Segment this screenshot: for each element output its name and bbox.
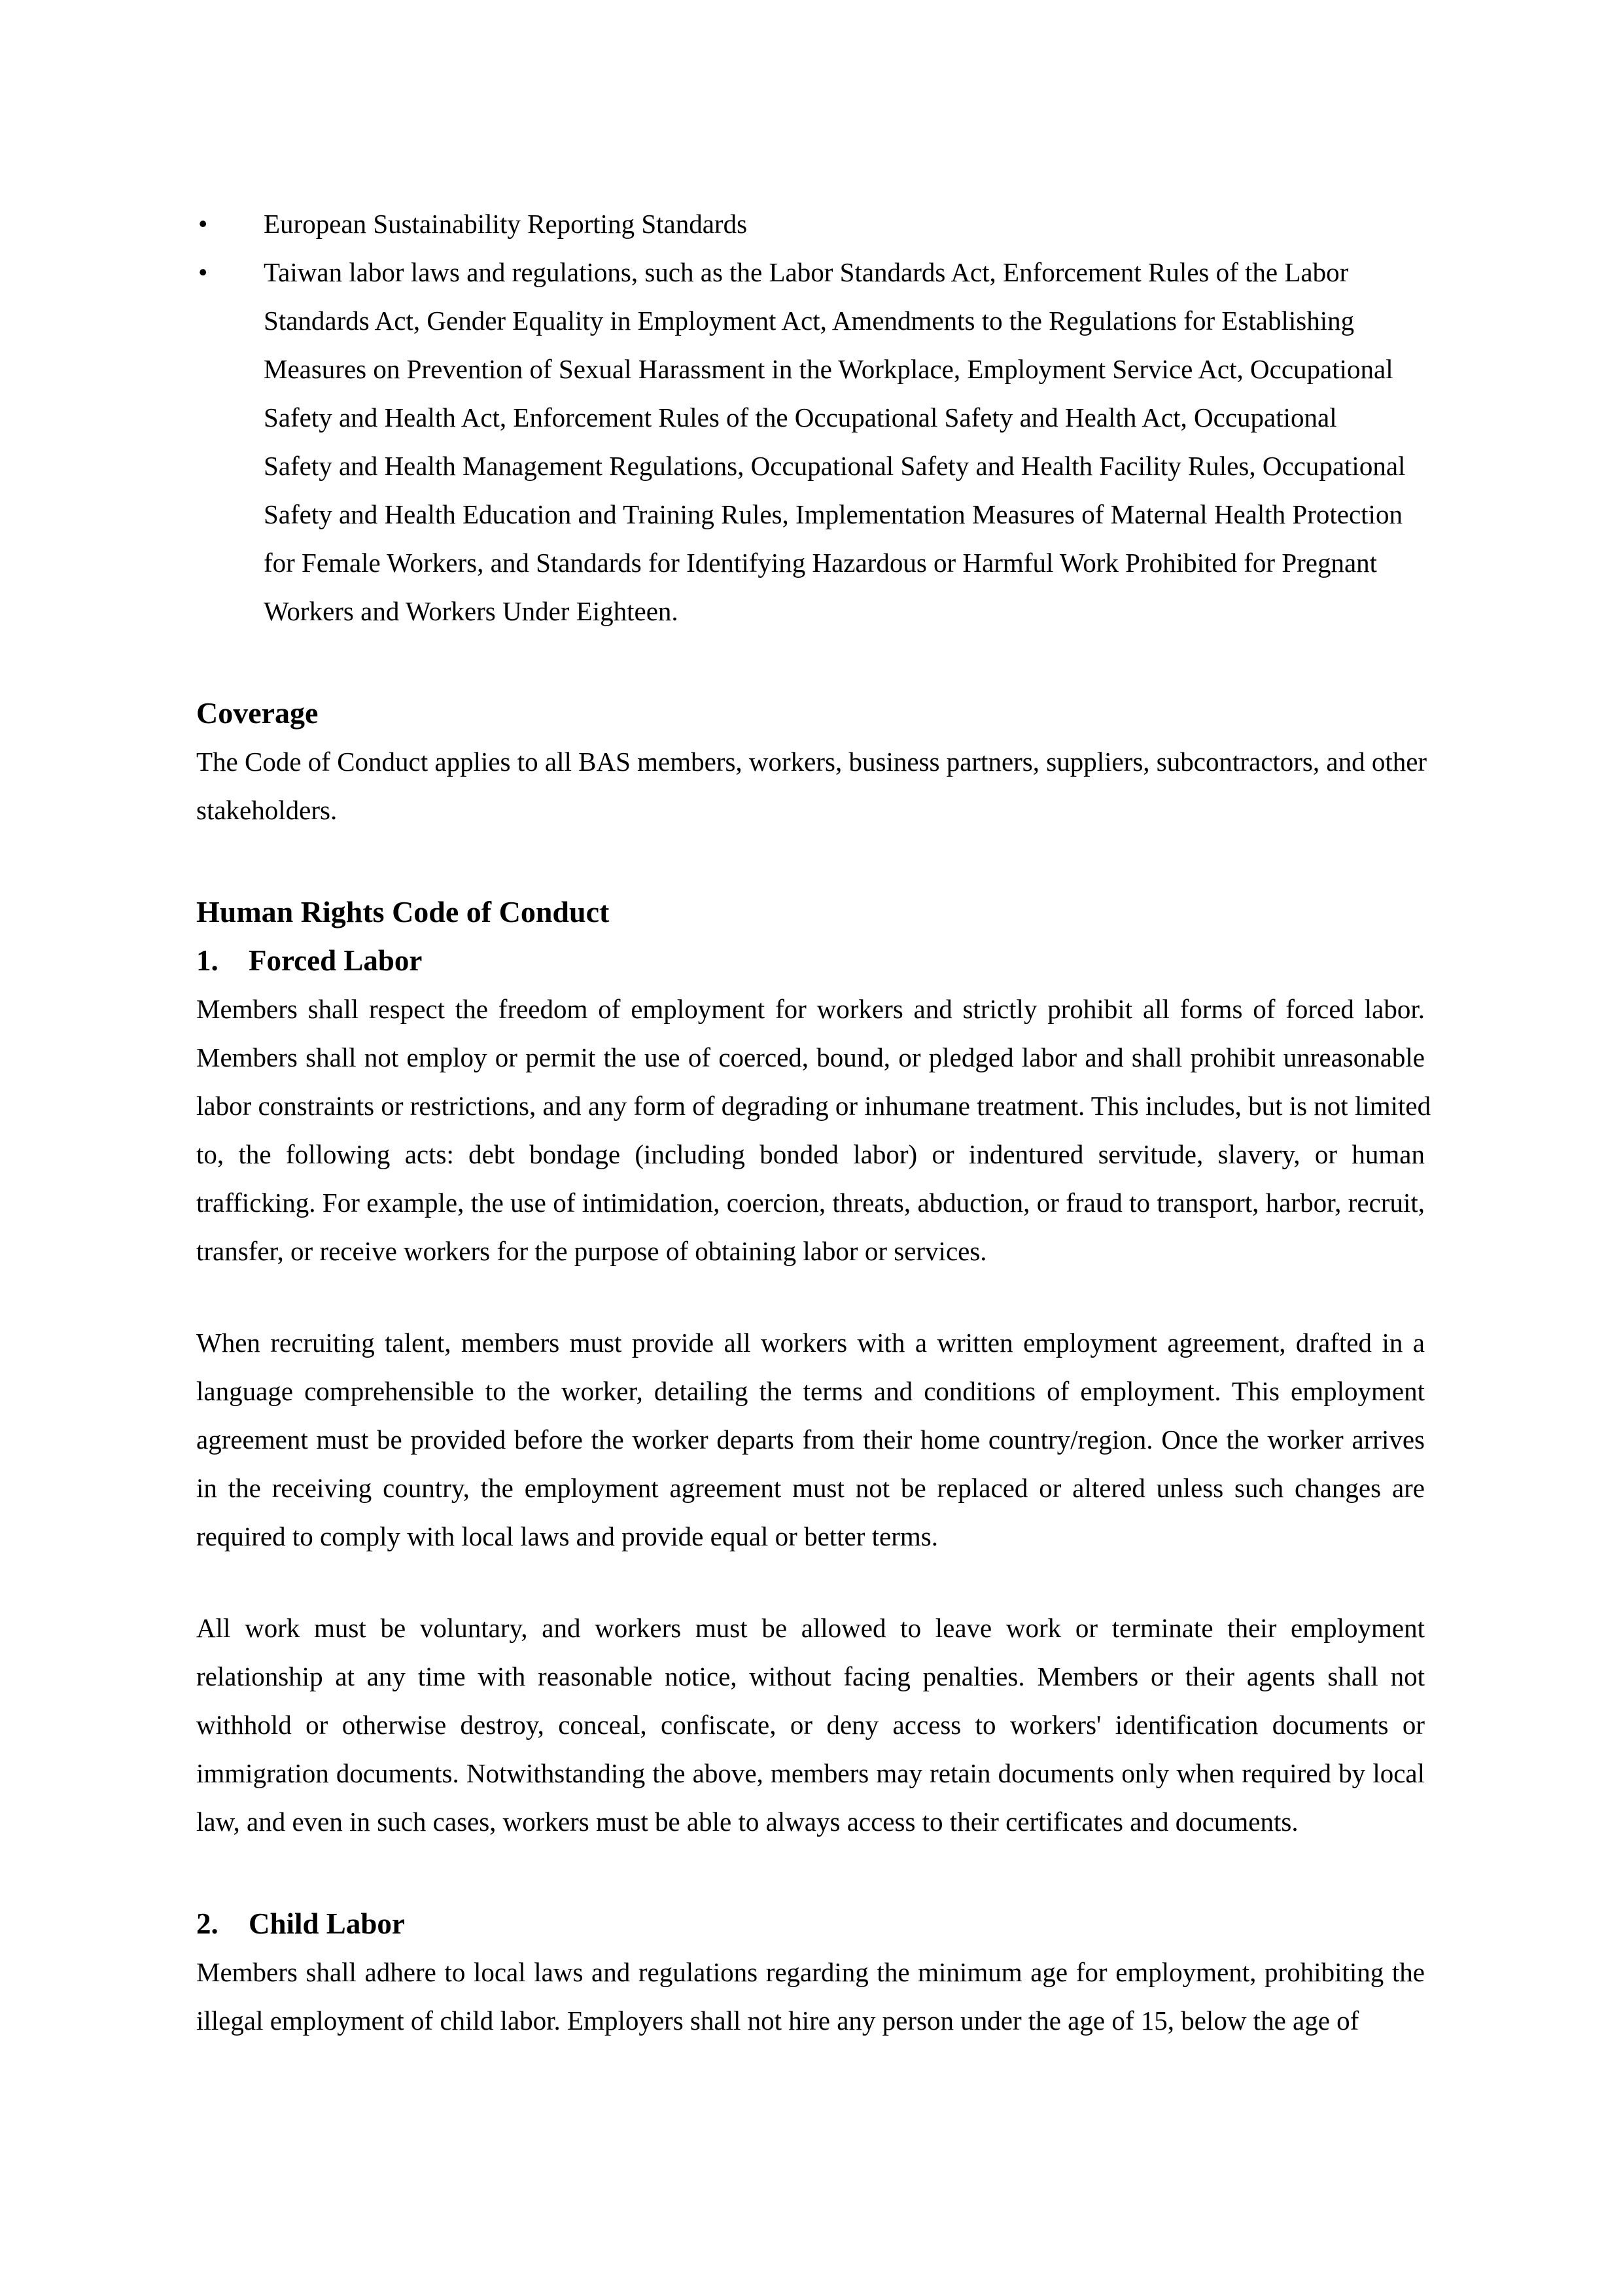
text-line: transfer, or receive workers for the purpose of obtaining labor or services. — [196, 1236, 987, 1266]
list-item — [196, 248, 1425, 635]
paragraph-forced-labor-3 — [196, 1604, 1425, 1846]
heading-number: 2. — [196, 1907, 218, 1940]
list-item — [196, 200, 1425, 248]
text-line: Members shall respect the freedom of employment for workers and strictly prohibit all forms of forced labor. — [196, 994, 1425, 1024]
text-line: Members shall not employ or permit the use of coerced, bound, or pledged labor and shall prohibit unreasonable — [196, 1042, 1425, 1072]
text-line: language comprehensible to the worker, detailing the terms and conditions of employment. This employment — [196, 1376, 1425, 1406]
text-line: stakeholders. — [196, 795, 338, 825]
text-line: for Female Workers, and Standards for Identifying Hazardous or Harmful Work Prohibited for Pregnant — [264, 548, 1378, 578]
numbered-heading-forced-labor — [196, 936, 1425, 985]
text-line: The Code of Conduct applies to all BAS members, workers, business partners, suppliers, subcontractors, and other — [196, 747, 1427, 777]
text-line: required to comply with local laws and provide equal or better terms. — [196, 1521, 938, 1551]
numbered-heading-child-labor — [196, 1899, 1425, 1948]
bullet-list — [196, 200, 1425, 635]
text-line: illegal employment of child labor. Employers shall not hire any person under the age of 15, below the age of — [196, 2005, 1359, 2036]
text-line: Safety and Health Act, Enforcement Rules of the Occupational Safety and Health Act, Occupational — [264, 402, 1337, 433]
text-line: Safety and Health Education and Training Rules, Implementation Measures of Maternal Health Protection — [264, 499, 1403, 529]
heading-title: Child Labor — [249, 1907, 405, 1940]
text-line: law, and even in such cases, workers must be able to always access to their certificates and documents. — [196, 1807, 1299, 1837]
paragraph-forced-labor-2 — [196, 1318, 1425, 1561]
text-line: Safety and Health Management Regulations, Occupational Safety and Health Facility Rules, Occupational — [264, 451, 1406, 481]
text-line: All work must be voluntary, and workers must be allowed to leave work or terminate their employment — [196, 1613, 1425, 1643]
text-line: Measures on Prevention of Sexual Harassment in the Workplace, Employment Service Act, Occupational — [264, 354, 1393, 384]
text-line: European Sustainability Reporting Standards — [264, 209, 748, 239]
text-line: withhold or otherwise destroy, conceal, confiscate, or deny access to workers' identification documents or — [196, 1710, 1425, 1740]
text-line: Members shall adhere to local laws and regulations regarding the minimum age for employment, prohibiting the — [196, 1957, 1425, 1987]
section-heading-coverage: Coverage — [196, 696, 319, 730]
bullet-icon: • — [198, 209, 208, 239]
heading-title: Forced Labor — [249, 944, 423, 977]
text-line: Taiwan labor laws and regulations, such as the Labor Standards Act, Enforcement Rules of the Labor — [264, 257, 1349, 287]
text-line: in the receiving country, the employment agreement must not be replaced or altered unless such changes are — [196, 1473, 1425, 1503]
bullet-icon: • — [198, 257, 208, 287]
bullet-text — [264, 200, 1425, 248]
text-line: relationship at any time with reasonable notice, without facing penalties. Members or their agents shall not — [196, 1661, 1425, 1691]
bullet-text — [264, 248, 1425, 635]
paragraph-coverage — [196, 737, 1425, 834]
paragraph-child-labor-1 — [196, 1948, 1425, 2045]
text-line: to, the following acts: debt bondage (including bonded labor) or indentured servitude, slavery, or human — [196, 1139, 1425, 1169]
text-line: Standards Act, Gender Equality in Employment Act, Amendments to the Regulations for Establishing — [264, 306, 1355, 336]
text-line: labor constraints or restrictions, and any form of degrading or inhumane treatment. This includes, but is not limited — [196, 1091, 1431, 1121]
heading-number: 1. — [196, 944, 218, 977]
text-line: Workers and Workers Under Eighteen. — [264, 596, 678, 626]
text-line: trafficking. For example, the use of intimidation, coercion, threats, abduction, or fraud to transport, harbor, recruit, — [196, 1188, 1425, 1218]
text-line: agreement must be provided before the worker departs from their home country/region. Once the worker arrives — [196, 1424, 1425, 1455]
section-heading-human-rights-code: Human Rights Code of Conduct — [196, 895, 610, 928]
text-line: immigration documents. Notwithstanding the above, members may retain documents only when required by local — [196, 1758, 1425, 1788]
paragraph-forced-labor-1 — [196, 985, 1431, 1275]
text-line: When recruiting talent, members must provide all workers with a written employment agreement, drafted in a — [196, 1328, 1425, 1358]
